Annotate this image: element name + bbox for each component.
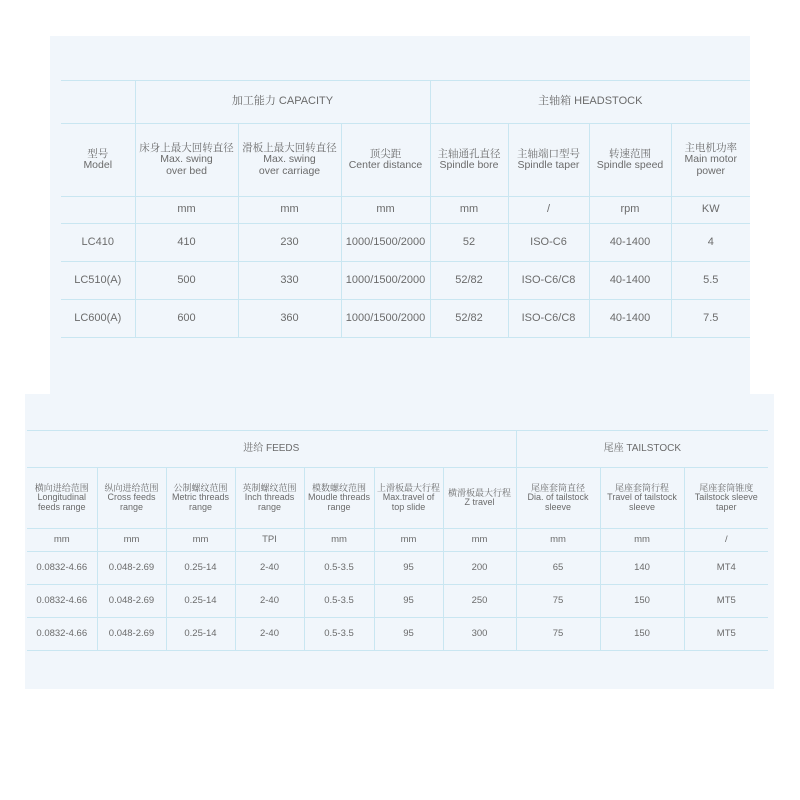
column-header-cn: 公制螺纹范围 (173, 482, 228, 493)
unit-cell: mm (430, 197, 508, 224)
column-header-en: Z travel (464, 497, 495, 507)
column-header-en: sleeve (629, 501, 656, 512)
table-row (61, 262, 750, 300)
column-header (600, 468, 684, 529)
column-header (166, 468, 235, 529)
table-cell: 2-40 (235, 618, 304, 651)
table-cell: 200 (443, 552, 516, 585)
table-cell: 0.0832-4.66 (27, 552, 97, 585)
column-header (671, 124, 750, 197)
group-header-capacity: 加工能力 CAPACITY (135, 81, 430, 124)
table-row (27, 585, 768, 618)
table-cell: 0.048-2.69 (97, 618, 166, 651)
column-header (304, 468, 374, 529)
column-header-cn: 英制螺纹范围 (242, 482, 297, 493)
group-header-tailstock: 尾座 TAILSTOCK (516, 431, 768, 468)
group-header-feeds: 进给 FEEDS (27, 431, 516, 468)
unit-row (27, 529, 768, 552)
table-cell: 40-1400 (589, 262, 671, 300)
group-header-row (61, 81, 750, 124)
column-header-en: Max. swing (160, 153, 213, 166)
table-cell: ISO-C6/C8 (508, 300, 589, 338)
table-cell: 0.048-2.69 (97, 552, 166, 585)
group-header-blank (61, 81, 135, 124)
table-row (27, 552, 768, 585)
table-cell: 65 (516, 552, 600, 585)
unit-cell: mm (166, 529, 235, 552)
column-header-en: Inch threads (244, 492, 295, 503)
table-cell: 0.25-14 (166, 585, 235, 618)
column-header (341, 124, 430, 197)
column-header-en: Moudle threads (307, 492, 371, 503)
table-cell: 1000/1500/2000 (341, 300, 430, 338)
column-header (97, 468, 166, 529)
unit-cell: mm (238, 197, 341, 224)
column-header-en: Max.travel of (382, 492, 435, 503)
column-header-en: Center distance (348, 159, 423, 171)
column-header-cn: 主电机功率 (684, 142, 737, 155)
table-cell: 7.5 (671, 300, 750, 338)
table-cell: 0.25-14 (166, 618, 235, 651)
column-header-en: range (257, 501, 282, 512)
table-cell: 95 (374, 618, 443, 651)
table-cell: 410 (135, 224, 238, 262)
table-cell: 0.048-2.69 (97, 585, 166, 618)
table-cell: 1000/1500/2000 (341, 224, 430, 262)
unit-cell: mm (341, 197, 430, 224)
table-cell: 75 (516, 585, 600, 618)
table-cell: 0.5-3.5 (304, 552, 374, 585)
column-header (684, 468, 768, 529)
table-cell: 5.5 (671, 262, 750, 300)
table-row (61, 300, 750, 338)
column-header-cn: 横滑板最大行程 (448, 487, 512, 498)
column-header-cn: 纵向进给范围 (104, 482, 159, 493)
unit-cell: mm (304, 529, 374, 552)
column-header-en: feeds range (37, 501, 86, 512)
column-header-en: Dia. of tailstock (527, 492, 589, 503)
column-header-cn: 上滑板最大行程 (376, 482, 440, 493)
column-header-cn: 滑板上最大回转直径 (242, 142, 337, 155)
table-cell: 52/82 (430, 262, 508, 300)
column-header-en: sleeve (545, 501, 572, 512)
table-cell: 52 (430, 224, 508, 262)
column-header (27, 468, 97, 529)
table-cell: 4 (671, 224, 750, 262)
table-cell: 95 (374, 585, 443, 618)
table-cell: LC410 (61, 224, 135, 262)
column-header-en: Spindle speed (596, 159, 664, 171)
column-header (430, 124, 508, 197)
column-header-en: top slide (391, 501, 426, 512)
unit-cell: rpm (589, 197, 671, 224)
unit-cell: mm (97, 529, 166, 552)
unit-cell: TPI (235, 529, 304, 552)
table-cell: ISO-C6/C8 (508, 262, 589, 300)
column-header-cn: 床身上最大回转直径 (139, 142, 234, 155)
column-header-en: over bed (166, 164, 207, 177)
unit-cell: KW (671, 197, 750, 224)
column-header-en: over carriage (258, 164, 321, 177)
table-cell: LC600(A) (61, 300, 135, 338)
table-cell: 150 (600, 585, 684, 618)
unit-cell: mm (516, 529, 600, 552)
table-cell: MT4 (684, 552, 768, 585)
column-header-en: power (696, 164, 726, 177)
column-header-en: range (119, 501, 144, 512)
unit-cell: mm (600, 529, 684, 552)
table-cell: ISO-C6 (508, 224, 589, 262)
column-header-en: Max. swing (263, 153, 316, 166)
table-cell: 500 (135, 262, 238, 300)
table-cell: 0.0832-4.66 (27, 585, 97, 618)
unit-cell: / (684, 529, 768, 552)
table-cell: 600 (135, 300, 238, 338)
column-header-en: Longitudinal (37, 492, 87, 503)
table-row (61, 224, 750, 262)
table-cell: 300 (443, 618, 516, 651)
column-header (238, 124, 341, 197)
column-header (516, 468, 600, 529)
unit-cell: / (508, 197, 589, 224)
table-cell: 1000/1500/2000 (341, 262, 430, 300)
table-cell: 0.5-3.5 (304, 585, 374, 618)
column-header-en: Model (83, 159, 113, 171)
table-cell: 330 (238, 262, 341, 300)
table-cell: 40-1400 (589, 300, 671, 338)
column-header-row (27, 468, 768, 529)
column-header-en: Spindle bore (439, 159, 499, 171)
column-header (443, 468, 516, 529)
column-header-en: taper (716, 501, 737, 512)
table-cell: 0.0832-4.66 (27, 618, 97, 651)
column-header-cn: 尾座套筒行程 (615, 482, 670, 493)
table-cell: MT5 (684, 618, 768, 651)
column-header-cn: 型号 (87, 147, 109, 160)
table-cell: 40-1400 (589, 224, 671, 262)
table-cell: 95 (374, 552, 443, 585)
column-header (135, 124, 238, 197)
column-header-en: range (327, 501, 351, 512)
unit-cell: mm (443, 529, 516, 552)
column-header-cn: 主轴端口型号 (517, 147, 580, 160)
unit-row (61, 197, 750, 224)
column-header-en: Cross feeds (107, 492, 156, 503)
table-cell: 360 (238, 300, 341, 338)
table-cell: 0.25-14 (166, 552, 235, 585)
column-header-cn: 尾座套筒锥度 (699, 482, 754, 493)
column-header-cn: 横向进给范围 (34, 482, 89, 493)
column-header-en: range (188, 501, 213, 512)
column-header (589, 124, 671, 197)
unit-cell: mm (374, 529, 443, 552)
column-header (61, 124, 135, 197)
unit-cell (61, 197, 135, 224)
table-cell: 140 (600, 552, 684, 585)
column-header-en: Travel of tailstock (607, 492, 677, 503)
column-header-cn: 转速范围 (609, 147, 651, 160)
column-header (235, 468, 304, 529)
column-header-cn: 尾座套筒直径 (531, 482, 586, 493)
column-header (508, 124, 589, 197)
table-row (27, 618, 768, 651)
column-header-en: Tailstock sleeve (694, 492, 758, 503)
table-cell: 2-40 (235, 585, 304, 618)
table-cell: 230 (238, 224, 341, 262)
table-cell: 75 (516, 618, 600, 651)
table-cell: LC510(A) (61, 262, 135, 300)
group-header-headstock: 主轴箱 HEADSTOCK (430, 81, 750, 124)
group-header-row (27, 431, 768, 468)
column-header-cn: 顶尖距 (369, 147, 402, 160)
column-header-cn: 模数螺纹范围 (311, 482, 366, 493)
table-cell: 52/82 (430, 300, 508, 338)
table-cell: 150 (600, 618, 684, 651)
column-header-row (61, 124, 750, 197)
column-header-en: Metric threads (171, 492, 230, 503)
capacity-headstock-table (61, 80, 750, 338)
table-cell: MT5 (684, 585, 768, 618)
column-header (374, 468, 443, 529)
table-cell: 2-40 (235, 552, 304, 585)
feeds-tailstock-table (27, 430, 768, 651)
column-header-en: Spindle taper (517, 159, 580, 171)
column-header-en: Main motor (684, 153, 737, 166)
table-cell: 0.5-3.5 (304, 618, 374, 651)
unit-cell: mm (27, 529, 97, 552)
column-header-cn: 主轴通孔直径 (437, 147, 501, 160)
unit-cell: mm (135, 197, 238, 224)
table-cell: 250 (443, 585, 516, 618)
